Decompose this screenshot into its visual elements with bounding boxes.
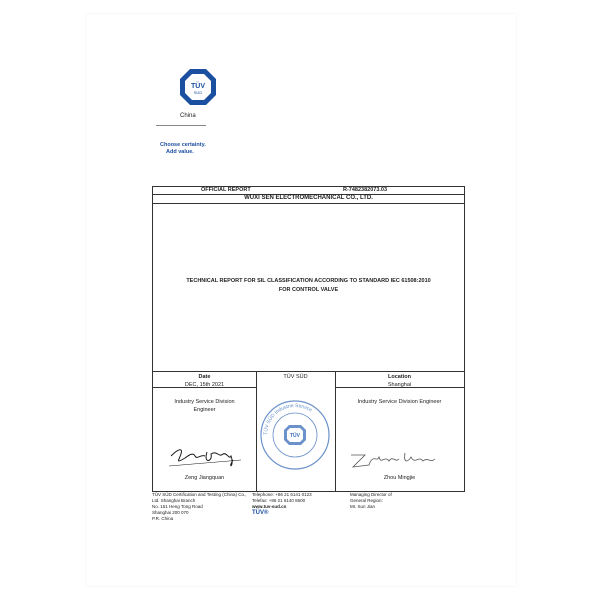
svg-text:TÜV SÜD Industrie Service: TÜV SÜD Industrie Service xyxy=(262,402,313,436)
svg-text:SÜD: SÜD xyxy=(193,90,203,95)
report-header-row xyxy=(153,187,464,195)
company-name: WUXI SEN ELECTROMECHANICAL CO., LTD. xyxy=(153,195,464,204)
footer-md-line2: General Region: xyxy=(350,498,383,503)
footer-website: www.tuv-sud.cn xyxy=(252,504,287,509)
left-role-line1: Industry Service Division xyxy=(174,399,235,405)
center-label: TÜV SÜD xyxy=(283,374,308,380)
right-signature xyxy=(343,445,453,471)
location-value: Shanghai xyxy=(387,382,412,388)
svg-text:TÜV: TÜV xyxy=(290,433,300,439)
logo-divider xyxy=(156,125,206,126)
footer-address xyxy=(152,492,246,522)
report-title-line2: FOR CONTROL VALVE xyxy=(278,287,339,293)
tuv-stamp xyxy=(257,397,333,473)
footer-address-line5: P.R. China xyxy=(152,516,174,521)
report-number: R-7482382073.03 xyxy=(343,187,388,193)
right-signer-name: Zhou Mingjie xyxy=(383,475,416,481)
footer-md-line1: Managing Director of xyxy=(350,492,392,497)
footer-md-line3: Mr. Sun Jian xyxy=(350,504,376,509)
location-label: Location xyxy=(388,374,411,380)
date-value: DEC, 15th 2021 xyxy=(184,382,225,388)
date-label: Date xyxy=(198,374,211,380)
report-cover-box xyxy=(152,186,465,492)
footer-address-line3: No. 151 Heng Tong Road xyxy=(152,504,203,509)
tagline-1: Choose certainty. xyxy=(160,142,206,148)
right-role: Industry Service Division Engineer xyxy=(357,399,442,405)
col-divider-2 xyxy=(335,371,336,491)
footer-address-line1: TÜV SÜD Certification and Testing (China) Co., xyxy=(152,492,247,497)
footer-telephone: Telephone: +86 21 6141 0123 xyxy=(252,492,312,497)
footer-brand: TÜV® xyxy=(252,510,269,516)
left-role xyxy=(153,398,256,414)
location-block xyxy=(335,373,464,389)
tuv-logo xyxy=(172,68,224,106)
footer-management xyxy=(350,492,392,510)
left-signature xyxy=(167,442,247,470)
report-title xyxy=(153,277,464,295)
signoff-divider xyxy=(153,371,464,372)
svg-text:TÜV: TÜV xyxy=(191,83,205,90)
official-report-label: OFFICIAL REPORT xyxy=(201,187,251,193)
footer-address-line2: Ltd. Shanghai Branch xyxy=(152,498,196,503)
report-title-line1: TECHNICAL REPORT FOR SIL CLASSIFICATION ACCORDING TO STANDARD IEC 61508:2010 xyxy=(186,278,431,284)
tagline-2: Add value. xyxy=(166,149,194,155)
date-block xyxy=(153,373,256,389)
footer-contact xyxy=(252,492,312,516)
logo-caption: China xyxy=(180,113,196,119)
left-signer-name: Zeng Jiangquan xyxy=(184,475,225,481)
left-role-line2: Engineer xyxy=(193,407,216,413)
tuv-logo-icon xyxy=(179,68,217,106)
footer-address-line4: Shanghai 200 070 xyxy=(152,510,189,515)
footer-telefax: Telefax: +86 21 6140 8600 xyxy=(252,498,306,503)
